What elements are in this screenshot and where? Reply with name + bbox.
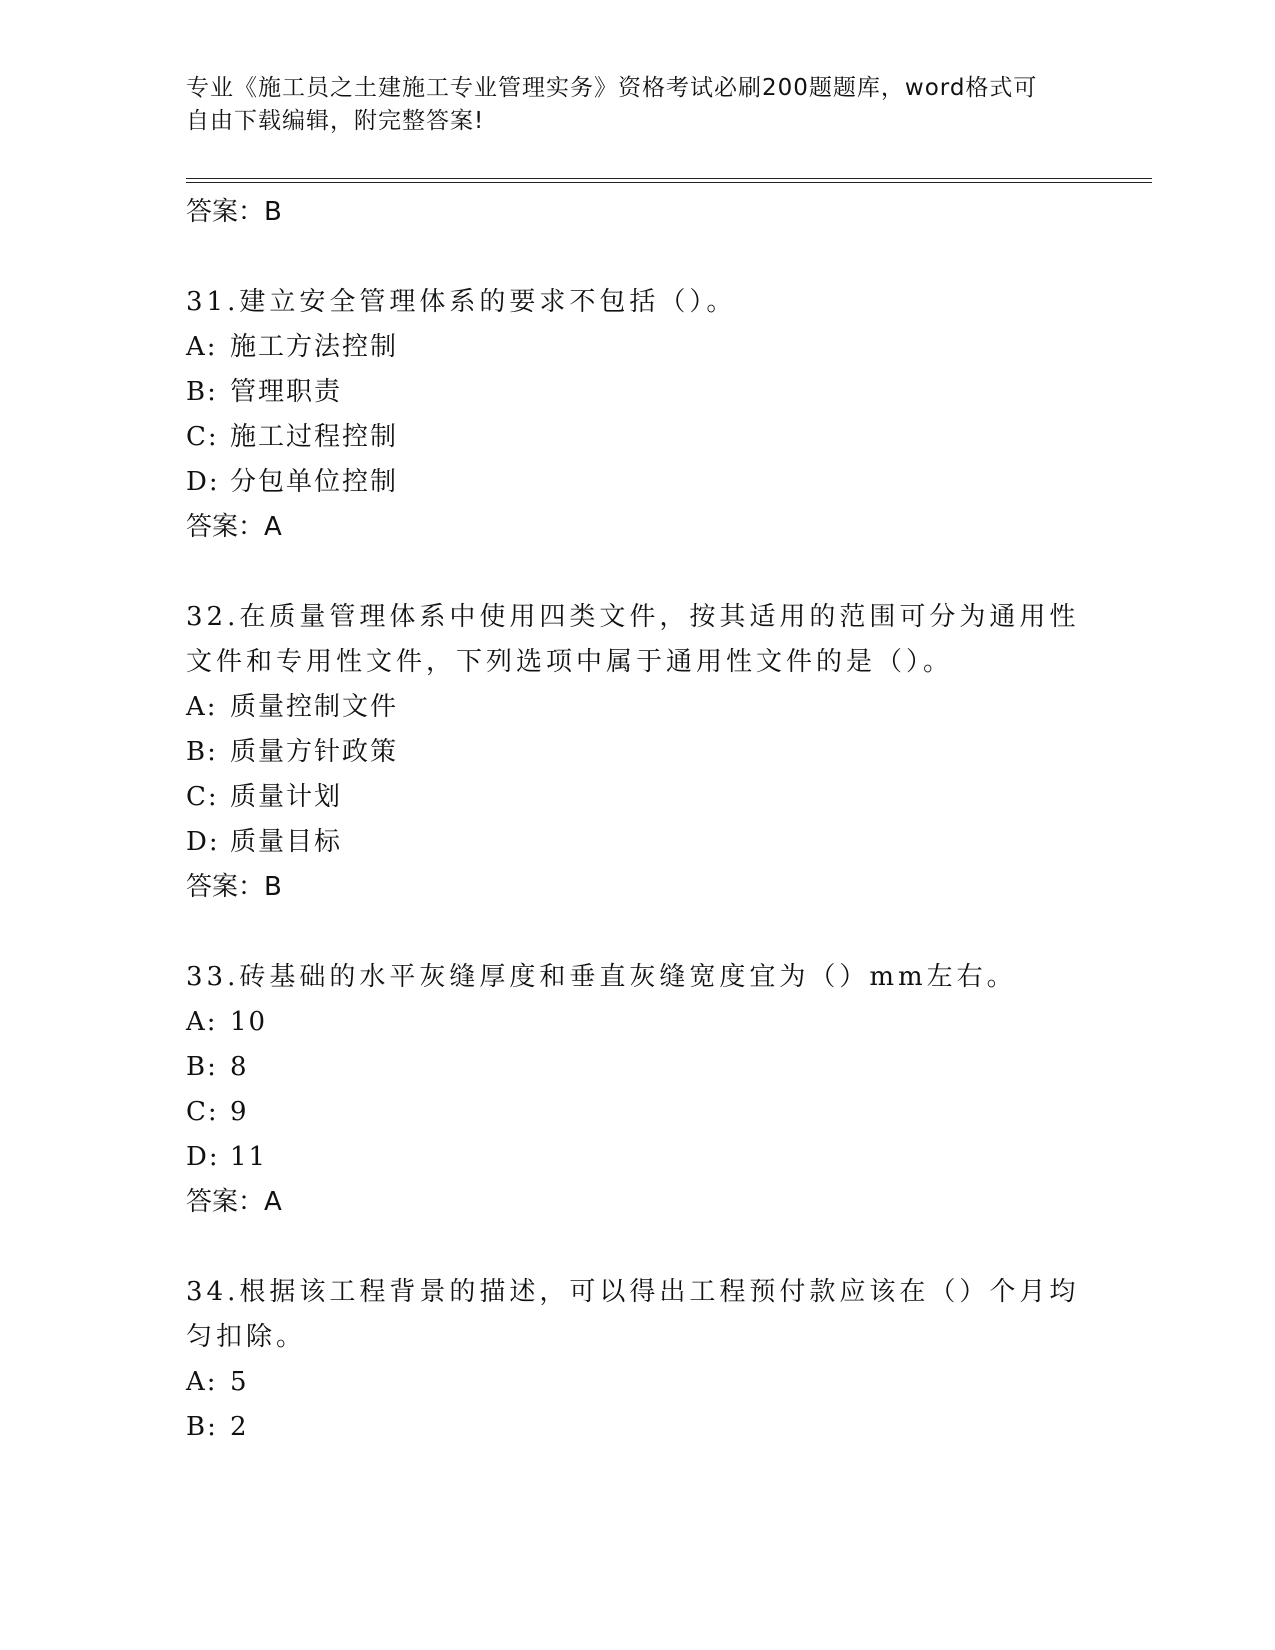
option-letter: C: (186, 1097, 219, 1127)
option-text: 8 (230, 1052, 249, 1082)
option-letter: A: (186, 1367, 218, 1397)
option-letter: D: (186, 467, 220, 497)
answer-line: 答案：B (186, 872, 282, 902)
option-d (186, 820, 1086, 865)
option-text: 管理职责 (230, 377, 343, 407)
document-body (186, 190, 1086, 1450)
option-letter: C: (186, 782, 219, 812)
option-letter: A: (186, 332, 218, 362)
answer-line: 答案：A (186, 512, 282, 542)
option-text: 质量目标 (230, 827, 343, 857)
option-letter: A: (186, 692, 218, 722)
question-34 (186, 1270, 1086, 1450)
option-a (186, 685, 1086, 730)
header-divider (186, 178, 1152, 183)
option-b (186, 730, 1086, 775)
answer-line: 答案：A (186, 1187, 282, 1217)
option-letter: D: (186, 827, 220, 857)
option-b (186, 1405, 1086, 1450)
option-text: 5 (230, 1367, 249, 1397)
answer-line: 答案：B (186, 197, 282, 227)
header-line-2: 自由下载编辑，附完整答案! (186, 108, 485, 134)
question-text: 33.砖基础的水平灰缝厚度和垂直灰缝宽度宜为（）mm左右。 (186, 962, 1017, 992)
option-d (186, 1135, 1086, 1180)
option-b (186, 370, 1086, 415)
question-32 (186, 595, 1086, 910)
option-text: 施工过程控制 (230, 422, 399, 452)
question-33 (186, 955, 1086, 1225)
option-letter: B: (186, 1052, 218, 1082)
option-c (186, 1090, 1086, 1135)
option-a (186, 1360, 1086, 1405)
question-text: 32.在质量管理体系中使用四类文件，按其适用的范围可分为通用性文件和专用性文件，下列选项中属于通用性文件的是（）。 (186, 602, 1080, 677)
option-c (186, 775, 1086, 820)
option-text: 2 (230, 1412, 249, 1442)
option-text: 分包单位控制 (230, 467, 399, 497)
question-31 (186, 280, 1086, 550)
option-letter: B: (186, 377, 218, 407)
option-d (186, 460, 1086, 505)
option-text: 9 (230, 1097, 249, 1127)
option-letter: B: (186, 1412, 218, 1442)
option-text: 施工方法控制 (230, 332, 399, 362)
option-letter: D: (186, 1142, 220, 1172)
option-text: 质量控制文件 (230, 692, 399, 722)
option-text: 10 (230, 1007, 268, 1037)
document-header (186, 72, 1086, 138)
option-text: 11 (230, 1142, 268, 1172)
option-text: 质量计划 (230, 782, 343, 812)
option-c (186, 415, 1086, 460)
header-line-1: 专业《施工员之土建施工专业管理实务》资格考试必刷200题题库，word格式可 (186, 75, 1038, 101)
option-letter: A: (186, 1007, 218, 1037)
option-b (186, 1045, 1086, 1090)
option-text: 质量方针政策 (230, 737, 399, 767)
option-letter: C: (186, 422, 219, 452)
option-letter: B: (186, 737, 218, 767)
option-a (186, 1000, 1086, 1045)
question-text: 31.建立安全管理体系的要求不包括（）。 (186, 287, 737, 317)
option-a (186, 325, 1086, 370)
question-text: 34.根据该工程背景的描述，可以得出工程预付款应该在（）个月均匀扣除。 (186, 1277, 1080, 1352)
